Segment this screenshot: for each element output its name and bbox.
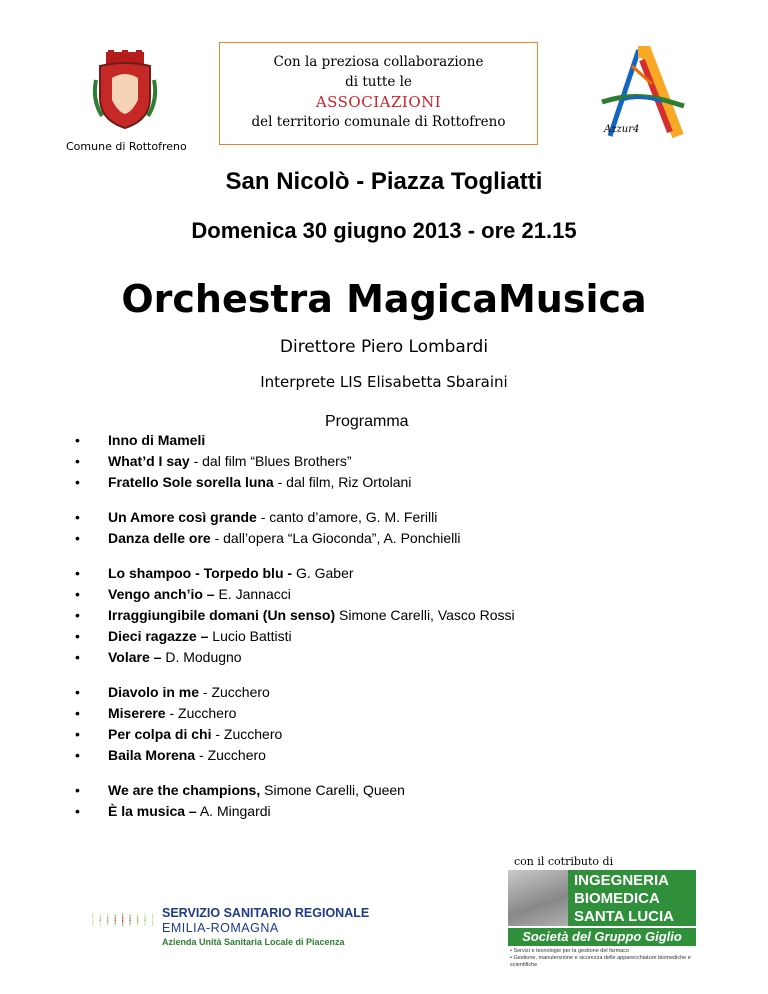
collab-line-2: di tutte le — [345, 74, 412, 90]
list-item: • Per colpa di chi - Zucchero — [72, 724, 712, 745]
collab-line-1: Con la preziosa collaborazione — [273, 54, 484, 70]
list-item: • Miserere - Zucchero — [72, 703, 712, 724]
list-item: • Danza delle ore - dall’opera “La Gioconda”, A. Ponchielli — [72, 528, 712, 549]
collab-associazioni: ASSOCIAZIONI — [315, 93, 442, 111]
ing-line-2: BIOMEDICA — [574, 890, 660, 907]
ing-small-text: • Servizi e tecnologie per la gestione del farmaco • Gestione, manutenzione e sicurezza delle apparecchiature biomediche e scientifiche — [510, 948, 691, 968]
program-group — [72, 682, 712, 766]
list-item: • È la musica – A. Mingardi — [72, 801, 712, 822]
event-place: San Nicolò - Piazza Togliatti — [225, 168, 543, 195]
orchestra-title: Orchestra MagicaMusica — [121, 277, 647, 321]
list-item: • Un Amore così grande - canto d’amore, G. M. Ferilli — [72, 507, 712, 528]
program-group — [72, 430, 712, 493]
list-item: • Diavolo in me - Zucchero — [72, 682, 712, 703]
event-date: Domenica 30 giugno 2013 - ore 21.15 — [191, 218, 577, 243]
list-item: • Baila Morena - Zucchero — [72, 745, 712, 766]
list-item: • Lo shampoo - Torpedo blu - G. Gaber — [72, 563, 712, 584]
program-group — [72, 507, 712, 549]
program-heading: Programma — [325, 413, 409, 430]
ssr-line-1: SERVIZIO SANITARIO REGIONALE — [162, 906, 370, 920]
list-item: • Volare – D. Modugno — [72, 647, 712, 668]
program-list — [72, 430, 712, 836]
logo-signature: Azzur4 — [604, 124, 640, 135]
ing-line-1: INGEGNERIA — [574, 872, 670, 889]
collab-line-4: del territorio comunale di Rottofreno — [251, 114, 506, 130]
ingegneria-block — [568, 870, 696, 926]
list-item: • What’d I say - dal film “Blues Brothers” — [72, 451, 712, 472]
list-item: • Inno di Mameli — [72, 430, 712, 451]
list-item: • We are the champions, Simone Carelli, Queen — [72, 780, 712, 801]
ssr-logo-dots-icon — [90, 890, 160, 950]
ssr-line-2: EMILIA-ROMAGNA — [162, 921, 279, 935]
list-item: • Fratello Sole sorella luna - dal film, Riz Ortolani — [72, 472, 712, 493]
associations-logo — [592, 44, 692, 144]
director-line: Direttore Piero Lombardi — [279, 337, 489, 357]
lily-photo-icon — [508, 870, 568, 926]
comune-label: Comune di Rottofreno — [66, 140, 187, 153]
ssr-line-3: Azienda Unità Sanitaria Locale di Piacenza — [162, 937, 345, 947]
program-group — [72, 563, 712, 668]
collaboration-box — [219, 42, 538, 145]
ssr-logo-text — [162, 906, 369, 949]
list-item: • Irraggiungibile domani (Un senso) Simone Carelli, Vasco Rossi — [72, 605, 712, 626]
ing-line-3: SANTA LUCIA — [574, 908, 674, 925]
program-group — [72, 780, 712, 822]
ing-society: Società del Gruppo Giglio — [508, 928, 696, 946]
interpreter-line: Interprete LIS Elisabetta Sbaraini — [260, 373, 508, 391]
list-item: • Vengo anch’io – E. Jannacci — [72, 584, 712, 605]
coat-of-arms-icon — [92, 50, 158, 130]
contribution-label: con il cotributo di — [514, 855, 614, 868]
ingegneria-logo — [508, 870, 696, 968]
list-item: • Dieci ragazze – Lucio Battisti — [72, 626, 712, 647]
